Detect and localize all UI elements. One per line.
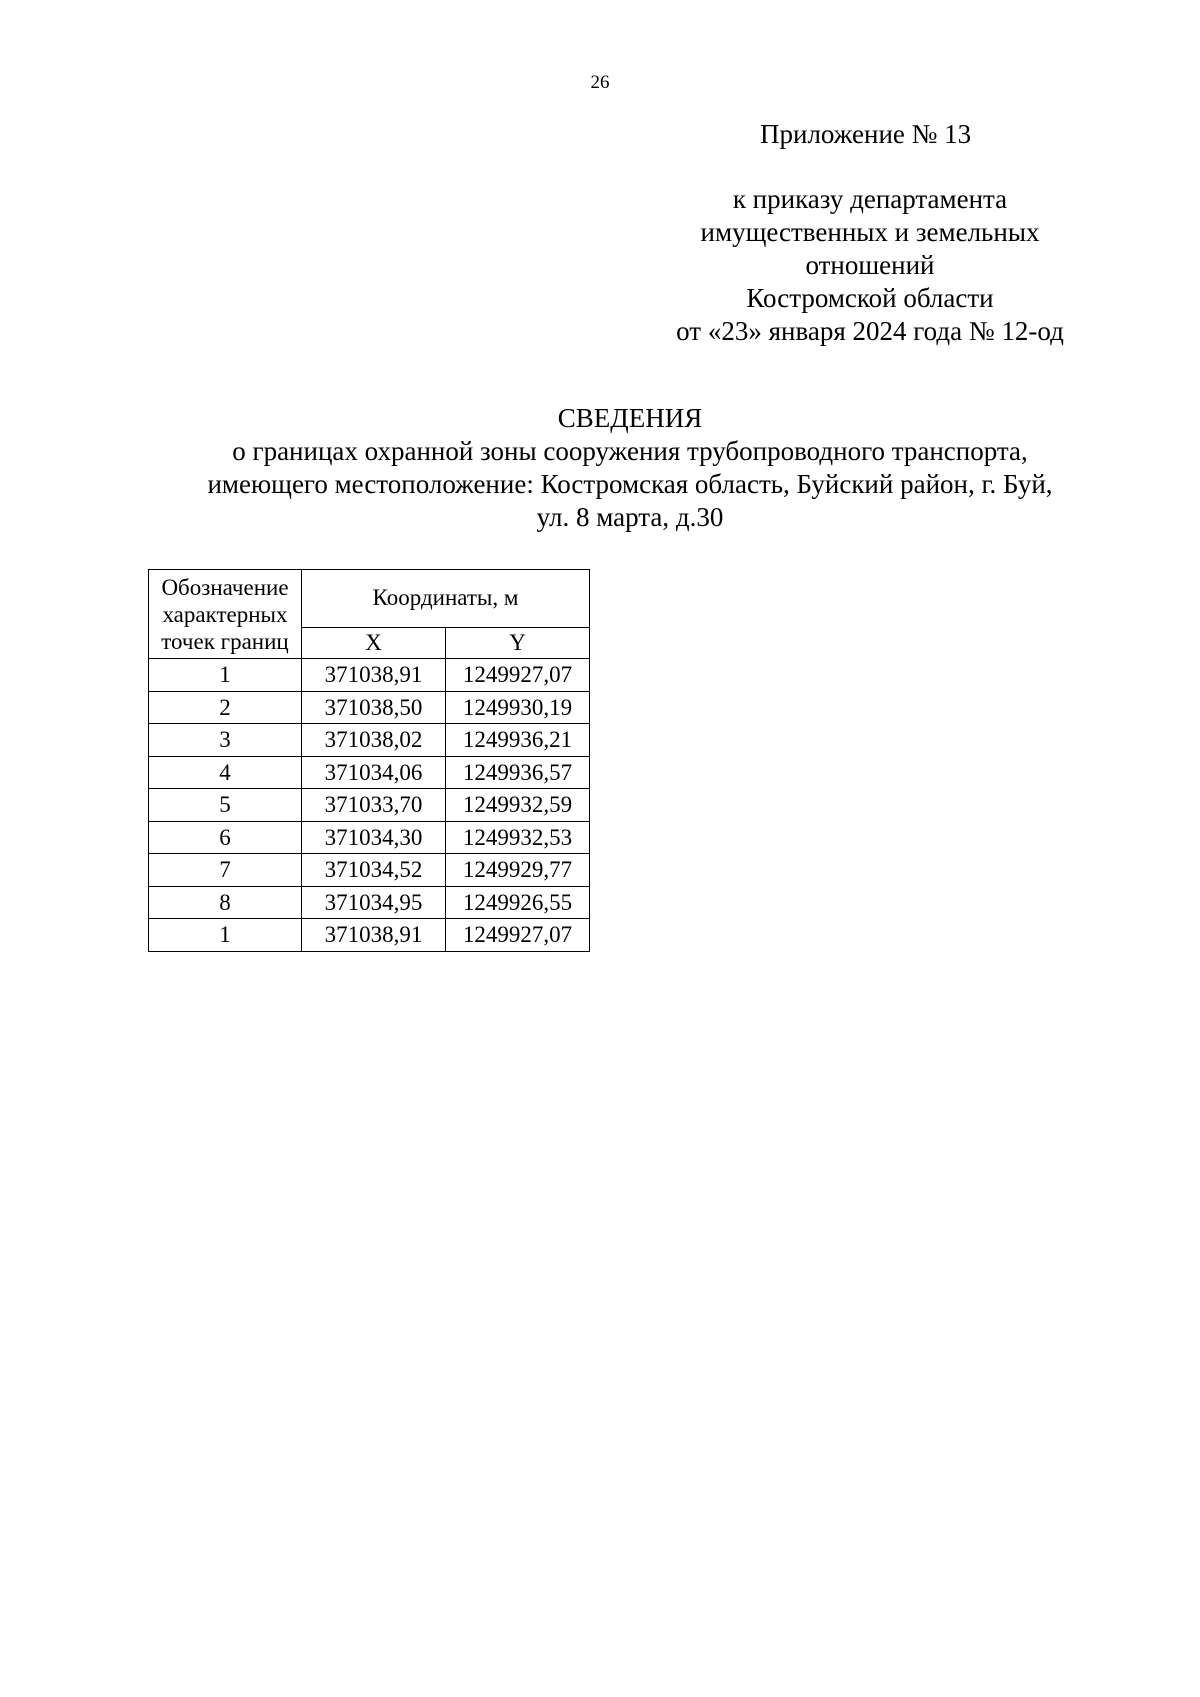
- point-header-line: характерных: [162, 601, 288, 627]
- document-title: СВЕДЕНИЯ: [557, 403, 703, 433]
- table-row: [149, 659, 590, 692]
- y-cell: 1249930,19: [446, 691, 590, 724]
- table-row: [149, 821, 590, 854]
- table-row: [149, 789, 590, 822]
- x-cell: 371034,95: [302, 886, 446, 919]
- x-column-header: X: [302, 627, 446, 658]
- point-cell: 1: [149, 659, 302, 692]
- appendix-line: к приказу департамента: [732, 184, 1008, 214]
- appendix-line: Костромской области: [746, 283, 994, 313]
- appendix-title: Приложение № 13: [760, 119, 972, 149]
- x-cell: 371034,30: [302, 821, 446, 854]
- point-cell: 3: [149, 724, 302, 757]
- appendix-line: имущественных и земельных: [700, 217, 1040, 247]
- document-subtitle-line: ул. 8 марта, д.30: [536, 502, 724, 532]
- document-subtitle-line: имеющего местоположение: Костромская область, Буйский район, г. Буй,: [207, 469, 1053, 499]
- document-heading: [140, 402, 1120, 534]
- x-cell: 371033,70: [302, 789, 446, 822]
- y-column-header: Y: [446, 627, 590, 658]
- y-cell: 1249927,07: [446, 919, 590, 952]
- point-header-line: точек границ: [161, 628, 289, 654]
- table-row: [149, 886, 590, 919]
- point-cell: 7: [149, 854, 302, 887]
- x-cell: 371038,02: [302, 724, 446, 757]
- table-row: [149, 724, 590, 757]
- point-cell: 5: [149, 789, 302, 822]
- appendix-reference: [640, 183, 1100, 348]
- point-cell: 2: [149, 691, 302, 724]
- point-column-header: [149, 570, 302, 659]
- point-header-line: Обозначение: [161, 574, 289, 600]
- y-cell: 1249927,07: [446, 659, 590, 692]
- appendix-line: отношений: [805, 250, 935, 280]
- y-cell: 1249936,57: [446, 756, 590, 789]
- y-cell: 1249932,53: [446, 821, 590, 854]
- point-cell: 6: [149, 821, 302, 854]
- x-cell: 371038,91: [302, 919, 446, 952]
- y-cell: 1249932,59: [446, 789, 590, 822]
- x-cell: 371034,06: [302, 756, 446, 789]
- table-row: [149, 756, 590, 789]
- y-cell: 1249936,21: [446, 724, 590, 757]
- coordinates-table: [148, 569, 590, 952]
- x-cell: 371038,50: [302, 691, 446, 724]
- point-cell: 1: [149, 919, 302, 952]
- point-cell: 8: [149, 886, 302, 919]
- y-cell: 1249926,55: [446, 886, 590, 919]
- page-number: 26: [590, 72, 610, 93]
- coordinates-column-header: Координаты, м: [302, 570, 590, 628]
- table-row: [149, 919, 590, 952]
- x-cell: 371034,52: [302, 854, 446, 887]
- y-cell: 1249929,77: [446, 854, 590, 887]
- table-row: [149, 854, 590, 887]
- appendix-line: от «23» января 2024 года № 12-од: [676, 316, 1064, 346]
- x-cell: 371038,91: [302, 659, 446, 692]
- point-cell: 4: [149, 756, 302, 789]
- table-row: [149, 691, 590, 724]
- document-subtitle-line: о границах охранной зоны сооружения трубопроводного транспорта,: [232, 436, 1028, 466]
